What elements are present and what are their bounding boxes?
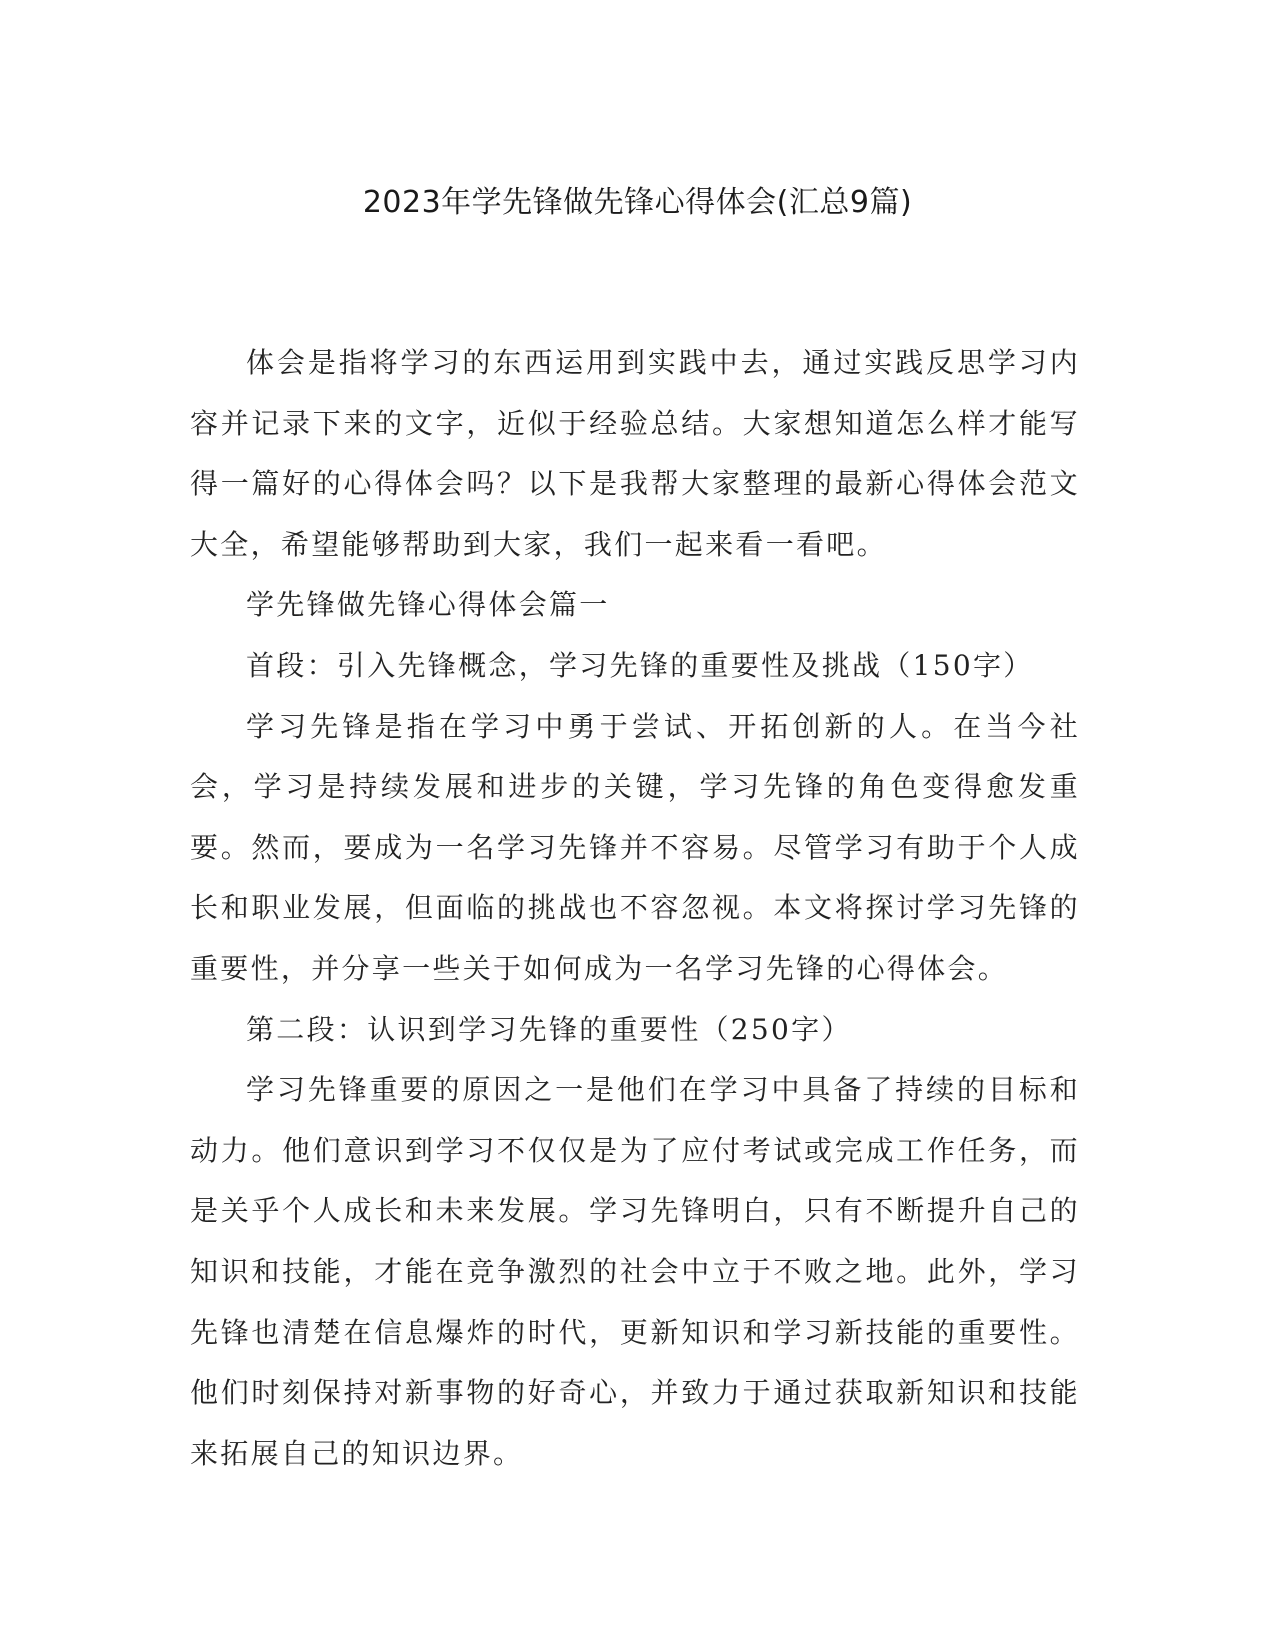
document-body [190, 333, 1080, 1484]
body-paragraph: 学习先锋是指在学习中勇于尝试、开拓创新的人。在当今社会，学习是持续发展和进步的关键，学习先锋的角色变得愈发重要。然而，要成为一名学习先锋并不容易。尽管学习有助于个人成长和职业发展，但面临的挑战也不容忽视。本文将探讨学习先锋的重要性，并分享一些关于如何成为一名学习先锋的心得体会。 [190, 709, 1080, 985]
section-heading-1: 学先锋做先锋心得体会篇一 [246, 588, 610, 622]
intro-paragraph: 体会是指将学习的东西运用到实践中去，通过实践反思学习内容并记录下来的文字，近似于经验总结。大家想知道怎么样才能写得一篇好的心得体会吗？以下是我帮大家整理的最新心得体会范文大全，希望能够帮助到大家，我们一起来看一看吧。 [190, 346, 1080, 561]
subheading-second-paragraph: 第二段：认识到学习先锋的重要性（250字） [246, 1012, 852, 1046]
body-paragraph: 学习先锋重要的原因之一是他们在学习中具备了持续的目标和动力。他们意识到学习不仅仅是为了应付考试或完成工作任务，而是关乎个人成长和未来发展。学习先锋明白，只有不断提升自己的知识和技能，才能在竞争激烈的社会中立于不败之地。此外，学习先锋也清楚在信息爆炸的时代，更新知识和学习新技能的重要性。他们时刻保持对新事物的好奇心，并致力于通过获取新知识和技能来拓展自己的知识边界。 [190, 1073, 1080, 1470]
subheading-first-paragraph: 首段：引入先锋概念，学习先锋的重要性及挑战（150字） [246, 648, 1034, 682]
document-title: 2023年学先锋做先锋心得体会(汇总9篇) [362, 185, 913, 220]
